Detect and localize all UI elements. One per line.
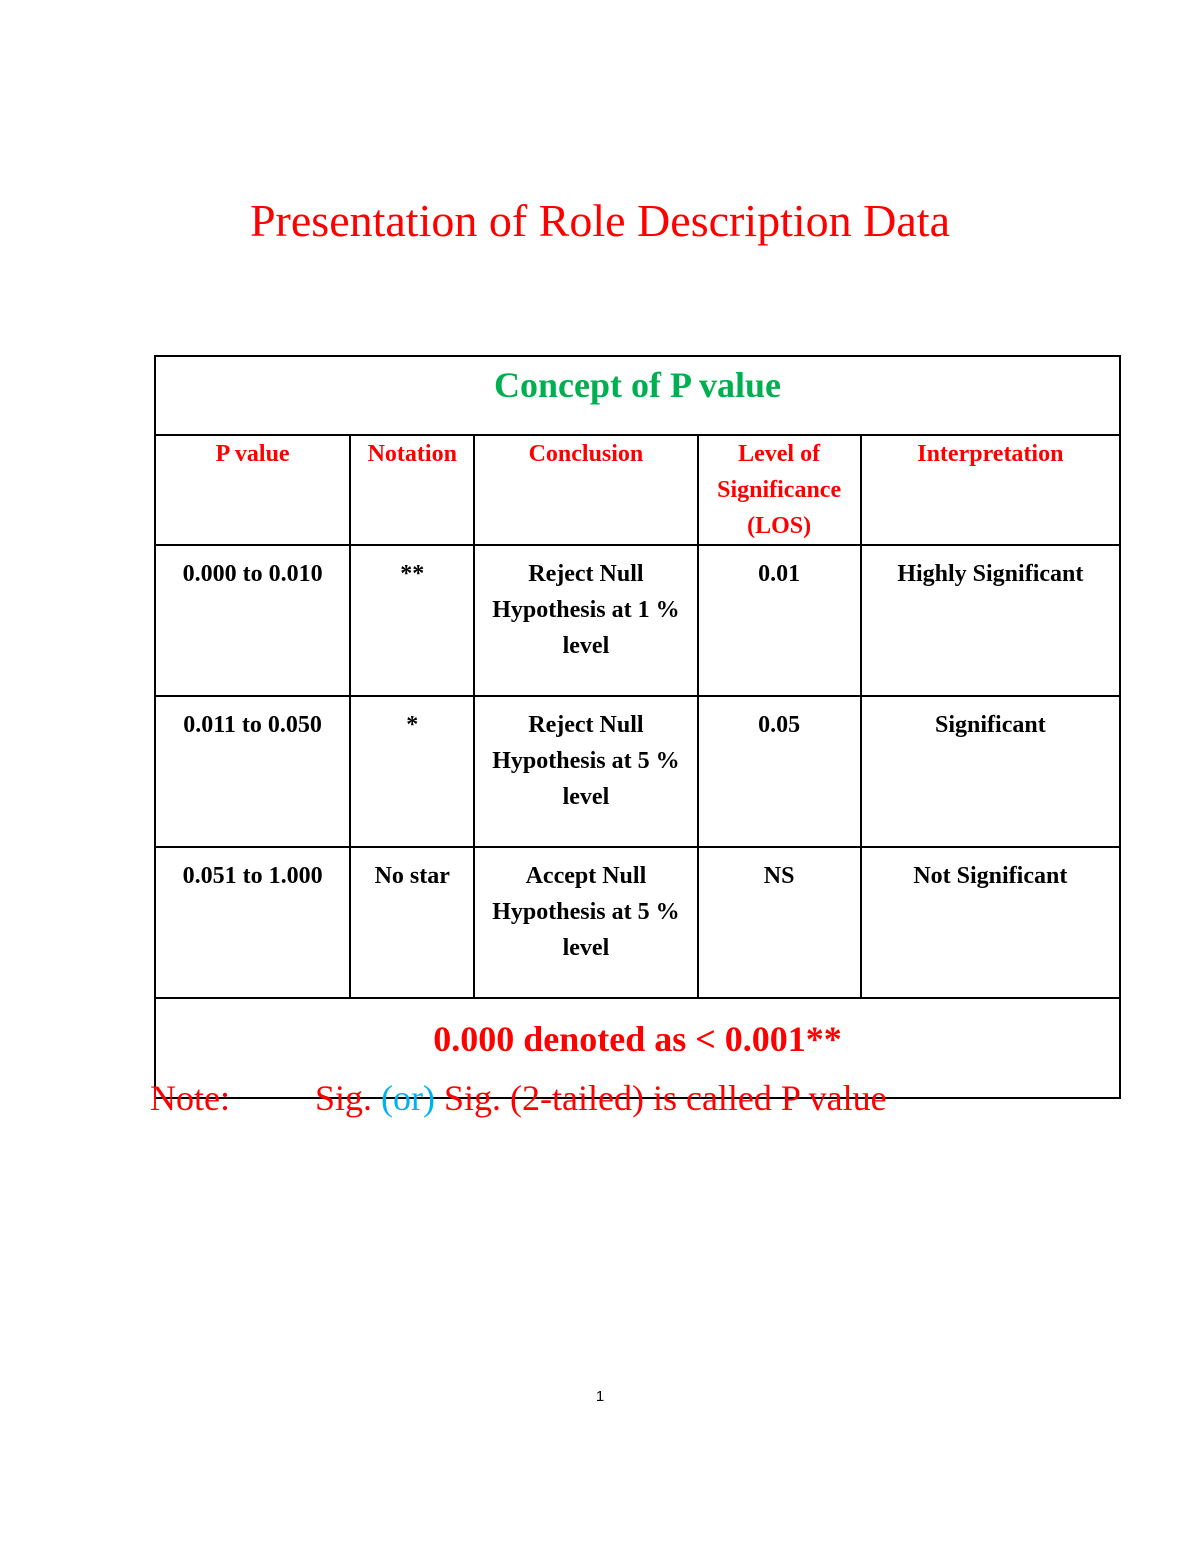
header-notation: Notation <box>350 435 474 545</box>
note-text-before: Sig. <box>315 1078 382 1118</box>
page-number: 1 <box>595 1388 605 1405</box>
cell-los: 0.05 <box>698 696 861 847</box>
cell-los: 0.01 <box>698 545 861 696</box>
cell-p-value: 0.000 to 0.010 <box>155 545 350 696</box>
cell-conclusion: Accept Null Hypothesis at 5 % level <box>474 847 697 998</box>
cell-interpretation: Highly Significant <box>861 545 1120 696</box>
page-title: Presentation of Role Description Data <box>249 195 951 246</box>
table-header-row <box>155 435 1120 545</box>
table-caption-row <box>155 356 1120 435</box>
cell-notation: No star <box>350 847 474 998</box>
note-or: (or) <box>381 1078 435 1118</box>
note-line <box>150 1075 887 1121</box>
cell-interpretation: Significant <box>861 696 1120 847</box>
header-p-value: P value <box>155 435 350 545</box>
header-conclusion: Conclusion <box>474 435 697 545</box>
cell-p-value: 0.011 to 0.050 <box>155 696 350 847</box>
cell-interpretation: Not Significant <box>861 847 1120 998</box>
table-row <box>155 696 1120 847</box>
cell-conclusion: Reject Null Hypothesis at 1 % level <box>474 545 697 696</box>
p-value-table <box>154 355 1121 1099</box>
header-level-of-significance: Level of Significance (LOS) <box>698 435 861 545</box>
table-footer-note: 0.000 denoted as < 0.001** <box>155 998 1120 1098</box>
cell-notation: ** <box>350 545 474 696</box>
cell-los: NS <box>698 847 861 998</box>
cell-conclusion: Reject Null Hypothesis at 5 % level <box>474 696 697 847</box>
note-label: Note: <box>150 1078 230 1118</box>
table-caption: Concept of P value <box>155 356 1120 435</box>
table-row <box>155 545 1120 696</box>
header-interpretation: Interpretation <box>861 435 1120 545</box>
note-text-after: Sig. (2-tailed) is called P value <box>435 1078 887 1118</box>
cell-notation: * <box>350 696 474 847</box>
cell-p-value: 0.051 to 1.000 <box>155 847 350 998</box>
table-row <box>155 847 1120 998</box>
